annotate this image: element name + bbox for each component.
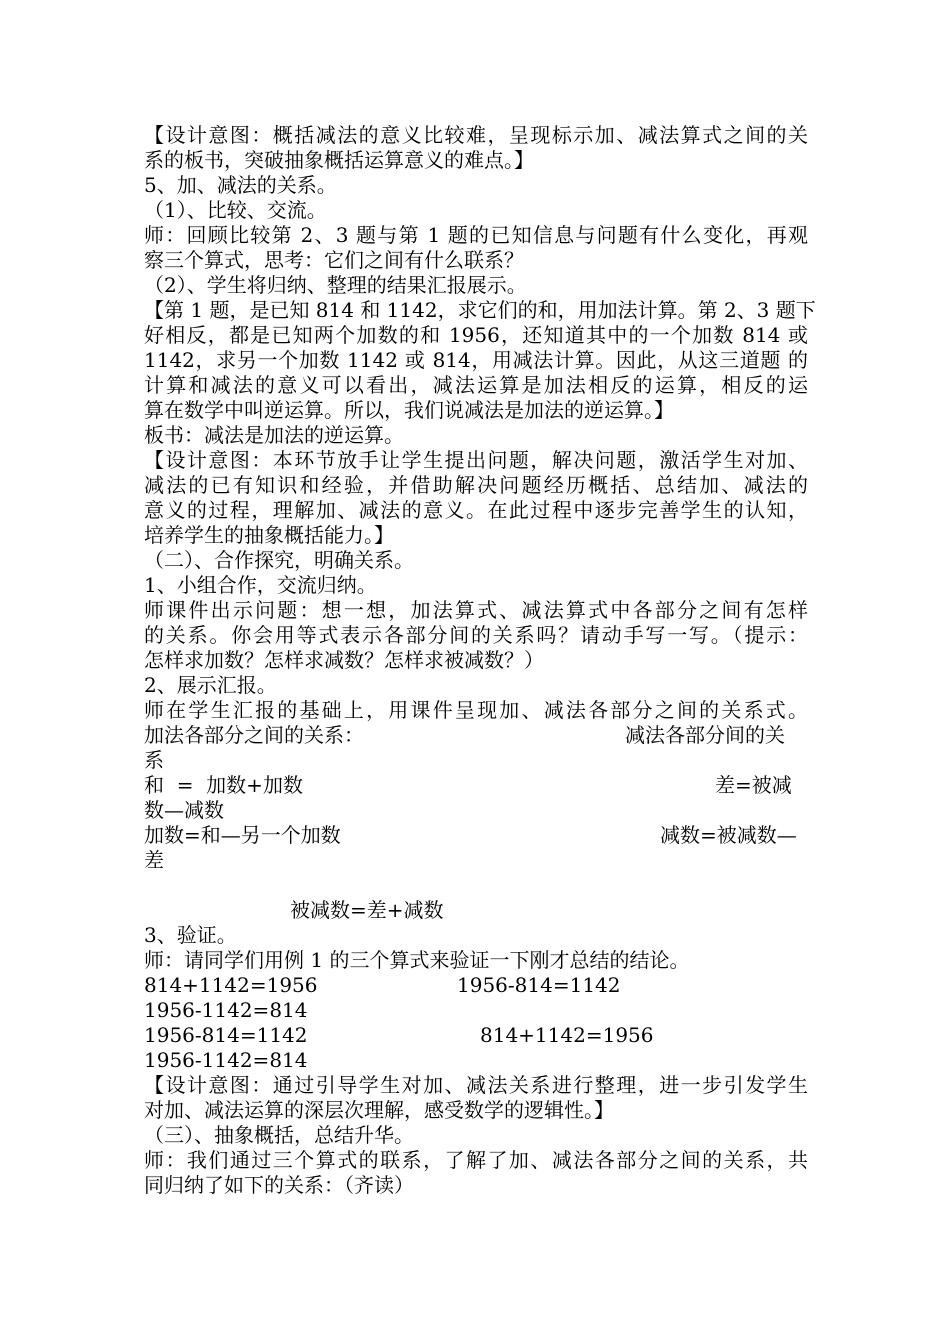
equation: 814+1142=1956 bbox=[480, 1023, 654, 1047]
sub-relations-title: 减法各部分间的关 bbox=[625, 723, 785, 747]
equation: 1956-1142=814 bbox=[144, 998, 308, 1022]
board-note: 板书：减法是加法的逆运算。 bbox=[144, 423, 404, 447]
text-line: 师课件出示问题：想一想，加法算式、减法算式中各部分之间有怎样 bbox=[144, 598, 808, 622]
sub-relation-1: 差=被减 bbox=[715, 773, 792, 797]
sub-relation-2: 减数=被减数— bbox=[660, 823, 797, 847]
text-line: 【设计意图：概括减法的意义比较难，呈现标示加、减法算式之间的关 bbox=[144, 123, 808, 147]
text-line: 好相反，都是已知两个加数的和 1956，还知道其中的一个加数 814 或 bbox=[144, 323, 808, 347]
text-line: 师：我们通过三个算式的联系，了解了加、减法各部分之间的关系，共 bbox=[144, 1148, 808, 1172]
text-line: 【设计意图：通过引导学生对加、减法关系进行整理，进一步引发学生 bbox=[144, 1073, 808, 1097]
text-line: 师：请同学们用例 1 的三个算式来验证一下刚才总结的结论。 bbox=[144, 948, 690, 972]
text-line: 意义的过程，理解加、减法的意义。在此过程中逐步完善学生的认知， bbox=[144, 498, 808, 522]
text-line: 系的板书，突破抽象概括运算意义的难点。】 bbox=[144, 148, 534, 172]
sub-heading: 3、验证。 bbox=[144, 923, 237, 947]
text-line: 减法的已有知识和经验，并借助解决问题经历概括、总结加、减法的 bbox=[144, 473, 808, 497]
sub-heading: （2）、学生将归纳、整理的结果汇报展示。 bbox=[144, 273, 527, 297]
text-line: 怎样求加数？怎样求减数？怎样求被减数？） bbox=[144, 648, 544, 672]
section-heading: （二）、合作探究，明确关系。 bbox=[144, 548, 414, 572]
sub-relation-2-wrap: 差 bbox=[144, 848, 164, 872]
sub-heading: 1、小组合作，交流归纳。 bbox=[144, 573, 377, 597]
equation: 1956-1142=814 bbox=[144, 1048, 308, 1072]
sub-heading: 2、展示汇报。 bbox=[144, 673, 277, 697]
add-relations-title: 加法各部分之间的关系： bbox=[144, 723, 364, 747]
text-line: 师在学生汇报的基础上，用课件呈现加、减法各部分之间的关系式。 bbox=[144, 698, 808, 722]
text-line: 【设计意图：本环节放手让学生提出问题，解决问题，激活学生对加、 bbox=[144, 448, 808, 472]
text-line: 1142，求另一个加数 1142 或 814，用减法计算。因此，从这三道题 的 bbox=[144, 348, 808, 372]
text-line: 算在数学中叫逆运算。所以，我们说减法是加法的逆运算。】 bbox=[144, 398, 674, 422]
text-line: 培养学生的抽象概括能力。】 bbox=[144, 523, 394, 547]
section-heading: 5、加、减法的关系。 bbox=[144, 173, 337, 197]
equation: 1956-814=1142 bbox=[144, 1023, 308, 1047]
text-line: 同归纳了如下的关系：（齐读） bbox=[144, 1173, 414, 1197]
sub-relations-title-wrap: 系 bbox=[144, 748, 164, 772]
text-line: 计算和减法的意义可以看出，减法运算是加法相反的运算，相反的运 bbox=[144, 373, 808, 397]
text-line: 的关系。你会用等式表示各部分间的关系吗？请动手写一写。（提示： bbox=[144, 623, 808, 647]
sub-relation-1-wrap: 数—减数 bbox=[144, 798, 224, 822]
add-relation-1: 和 = 加数+加数 bbox=[144, 773, 303, 797]
add-relation-2: 加数=和—另一个加数 bbox=[144, 823, 341, 847]
text-line: 【第 1 题，是已知 814 和 1142，求它们的和，用加法计算。第 2、3 题下 bbox=[144, 298, 816, 322]
text-line: 察三个算式，思考：它们之间有什么联系？ bbox=[144, 248, 524, 272]
sub-heading: （1）、比较、交流。 bbox=[144, 198, 327, 222]
sub-relation-3: 被减数=差+减数 bbox=[290, 898, 444, 922]
section-heading: （三）、抽象概括，总结升华。 bbox=[144, 1123, 414, 1147]
text-line: 对加、减法运算的深层次理解，感受数学的逻辑性。】 bbox=[144, 1098, 614, 1122]
equation: 1956-814=1142 bbox=[457, 973, 621, 997]
text-line: 师：回顾比较第 2、3 题与第 1 题的已知信息与问题有什么变化，再观 bbox=[144, 223, 808, 247]
equation: 814+1142=1956 bbox=[144, 973, 318, 997]
